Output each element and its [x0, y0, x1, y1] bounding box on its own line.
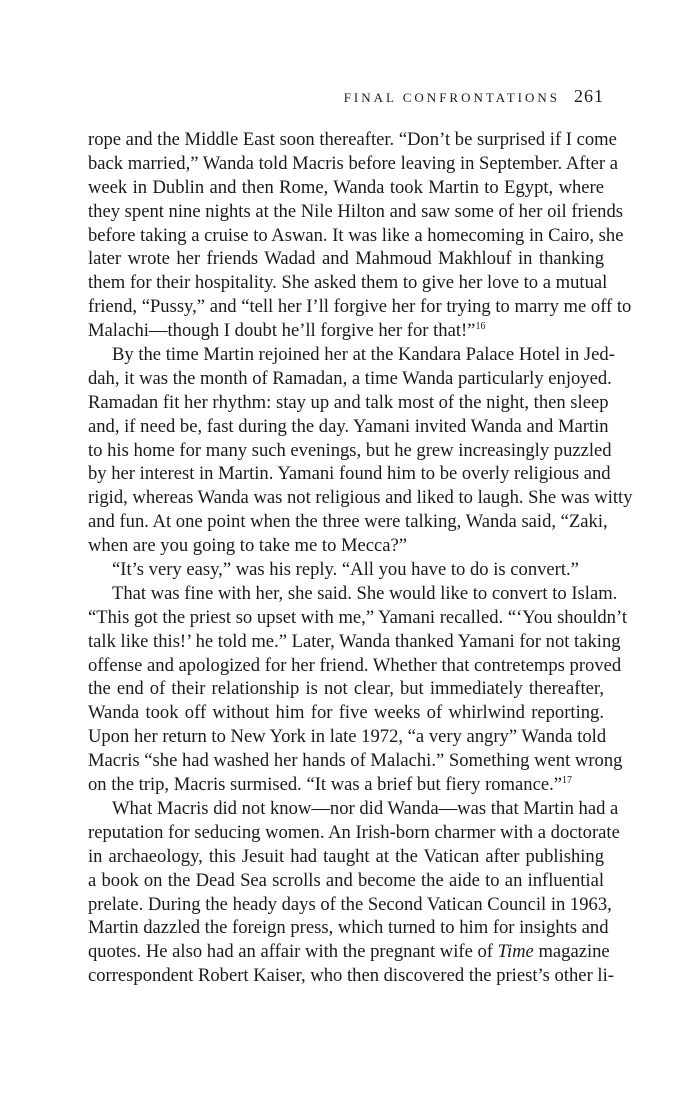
text-line: a book on the Dead Sea scrolls and become the aide to an influential: [88, 869, 604, 891]
text-line: rope and the Middle East soon thereafter. “Don’t be surprised if I come: [88, 129, 617, 150]
body-text: [88, 128, 633, 988]
text-line: them for their hospitality. She asked them to give her love to a mutual: [88, 272, 608, 294]
text-line-content: Malachi—though I doubt he’ll forgive her for that!”: [88, 320, 476, 342]
text-line: later wrote her friends Wadad and Mahmoud Makhlouf in thanking: [88, 248, 604, 270]
text-line: That was fine with her, she said. She would like to convert to Islam.: [112, 582, 618, 604]
text-line: by her interest in Martin. Yamani found him to be overly religious and: [88, 463, 611, 485]
text-line-content: quotes. He also had an affair with the pregnant wife of: [88, 941, 498, 963]
text-line: to his home for many such evenings, but he grew increasingly puzzled: [88, 439, 612, 461]
text-line: friend, “Pussy,” and “tell her I’ll forgive her for trying to marry me off to: [88, 296, 632, 318]
text-line-content: magazine: [533, 941, 610, 963]
footnote-ref-16: 16: [475, 321, 486, 333]
text-line: and, if need be, fast during the day. Yamani invited Wanda and Martin: [88, 415, 609, 437]
text-line: before taking a cruise to Aswan. It was like a homecoming in Cairo, she: [88, 224, 624, 246]
text-line: reputation for seducing women. An Irish-born charmer with a doctorate: [88, 821, 620, 843]
text-line: prelate. During the heady days of the Second Vatican Council in 1963,: [88, 893, 612, 915]
text-line: correspondent Robert Kaiser, who then discovered the priest’s other li-: [88, 965, 614, 987]
text-line: Macris “she had washed her hands of Malachi.” Something went wrong: [88, 750, 623, 772]
text-line: Martin dazzled the foreign press, which turned to him for insights and: [88, 917, 609, 939]
text-line-content: on the trip, Macris surmised. “It was a brief but fiery romance.”: [88, 774, 562, 796]
text-line: Ramadan fit her rhythm: stay up and talk most of the night, then sleep: [88, 391, 609, 413]
text-line: Upon her return to New York in late 1972, “a very angry” Wanda told: [88, 726, 607, 748]
text-line: dah, it was the month of Ramadan, a time Wanda particularly enjoyed.: [88, 367, 612, 389]
text-line: week in Dublin and then Rome, Wanda took Martin to Egypt, where: [88, 176, 604, 198]
text-line: in archaeology, this Jesuit had taught at the Vatican after publishing: [88, 845, 604, 867]
running-head: [88, 86, 604, 108]
text-line: [88, 940, 610, 964]
magazine-title: Time: [497, 941, 534, 963]
text-line: they spent nine nights at the Nile Hilton and saw some of her oil friends: [88, 200, 623, 222]
text-line: [88, 773, 604, 797]
text-line: [88, 319, 604, 343]
text-line: the end of their relationship is not clear, but immediately thereafter,: [88, 678, 604, 700]
text-line: By the time Martin rejoined her at the Kandara Palace Hotel in Jed-: [112, 344, 615, 366]
text-line: rigid, whereas Wanda was not religious and liked to laugh. She was witty: [88, 487, 633, 509]
text-line: when are you going to take me to Mecca?”: [88, 535, 408, 557]
text-line: “It’s very easy,” was his reply. “All you have to do is convert.”: [112, 559, 579, 581]
text-line: back married,” Wanda told Macris before leaving in September. After a: [88, 152, 618, 174]
footnote-ref-17: 17: [561, 775, 572, 787]
text-line: offense and apologized for her friend. Whether that contretemps proved: [88, 654, 622, 676]
text-line: talk like this!’ he told me.” Later, Wanda thanked Yamani for not taking: [88, 630, 621, 652]
page-number: 261: [574, 86, 604, 106]
text-line: “This got the priest so upset with me,” Yamani recalled. “‘You shouldn’t: [88, 606, 627, 628]
text-line: Wanda took off without him for five weeks of whirlwind reporting.: [88, 702, 604, 724]
text-line: and fun. At one point when the three were talking, Wanda said, “Zaki,: [88, 511, 608, 533]
running-title: FINAL CONFRONTATIONS: [343, 90, 560, 105]
text-line: What Macris did not know—nor did Wanda—was that Martin had a: [112, 797, 619, 819]
